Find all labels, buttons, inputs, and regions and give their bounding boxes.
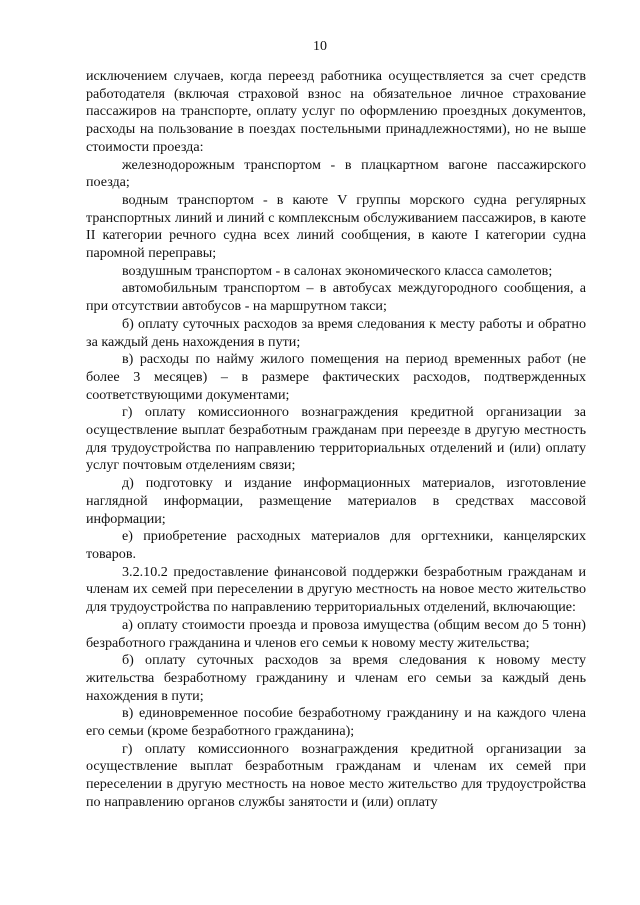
paragraph: в) единовременное пособие безработному гражданину и на каждого члена его семьи (кроме безработного гражданина); <box>86 705 586 740</box>
paragraph: железнодорожным транспортом - в плацкартном вагоне пассажирского поезда; <box>86 156 586 191</box>
paragraph: г) оплату комиссионного вознаграждения кредитной организации за осуществление выплат безработным гражданам при переезде в другую местность для трудоустройства по направлению территориальных отделений и (или) оплату услуг почтовым отделениям связи; <box>86 404 586 474</box>
paragraph: автомобильным транспортом – в автобусах междугородного сообщения, а при отсутствии автобусов - на маршрутном такси; <box>86 280 586 315</box>
paragraph: водным транспортом - в каюте V группы морского судна регулярных транспортных линий и линий с комплексным обслуживанием пассажиров, в каюте II категории речного судна всех линий сообщения, в каюте I категории судна паромной переправы; <box>86 191 586 262</box>
page-number: 10 <box>313 39 327 54</box>
paragraph: д) подготовку и издание информационных материалов, изготовление наглядной информации, размещение материалов в средствах массовой информации; <box>86 475 586 527</box>
paragraph: а) оплату стоимости проезда и провоза имущества (общим весом до 5 тонн) безработного гражданина и членов его семьи к новому месту жительства; <box>86 616 586 651</box>
paragraph: б) оплату суточных расходов за время следования к месту работы и обратно за каждый день нахождения в пути; <box>86 315 586 350</box>
paragraph: 3.2.10.2 предоставление финансовой поддержки безработным гражданам и членам их семей при переселении в другую местность на новое место жительство для трудоустройства по направлению территориальных отделений, включающие: <box>86 563 586 616</box>
paragraph: в) расходы по найму жилого помещения на период временных работ (не более 3 месяцев) – в размере фактических расходов, подтвержденных соответствующими документами; <box>86 351 586 403</box>
paragraph: б) оплату суточных расходов за время следования к новому месту жительства безработному гражданину и членам его семьи за каждый день нахождения в пути; <box>86 652 586 704</box>
paragraph: исключением случаев, когда переезд работника осуществляется за счет средств работодателя (включая страховой взнос на обязательное личное страхование пассажиров на транспорте, оплату услуг по оформлению проездных документов, расходы на пользование в поездах постельными принадлежностями), но не выше стоимости проезда: <box>86 68 586 155</box>
paragraph: е) приобретение расходных материалов для оргтехники, канцелярских товаров. <box>86 528 586 562</box>
paragraph: г) оплату комиссионного вознаграждения кредитной организации за осуществление выплат безработным гражданам и членам их семей при переселении в другую местность на новое место жительство для трудоустройства по направлению органов службы занятости и (или) оплату <box>86 740 586 810</box>
paragraph: воздушным транспортом - в салонах экономического класса самолетов; <box>122 262 553 279</box>
body-text <box>86 68 586 812</box>
